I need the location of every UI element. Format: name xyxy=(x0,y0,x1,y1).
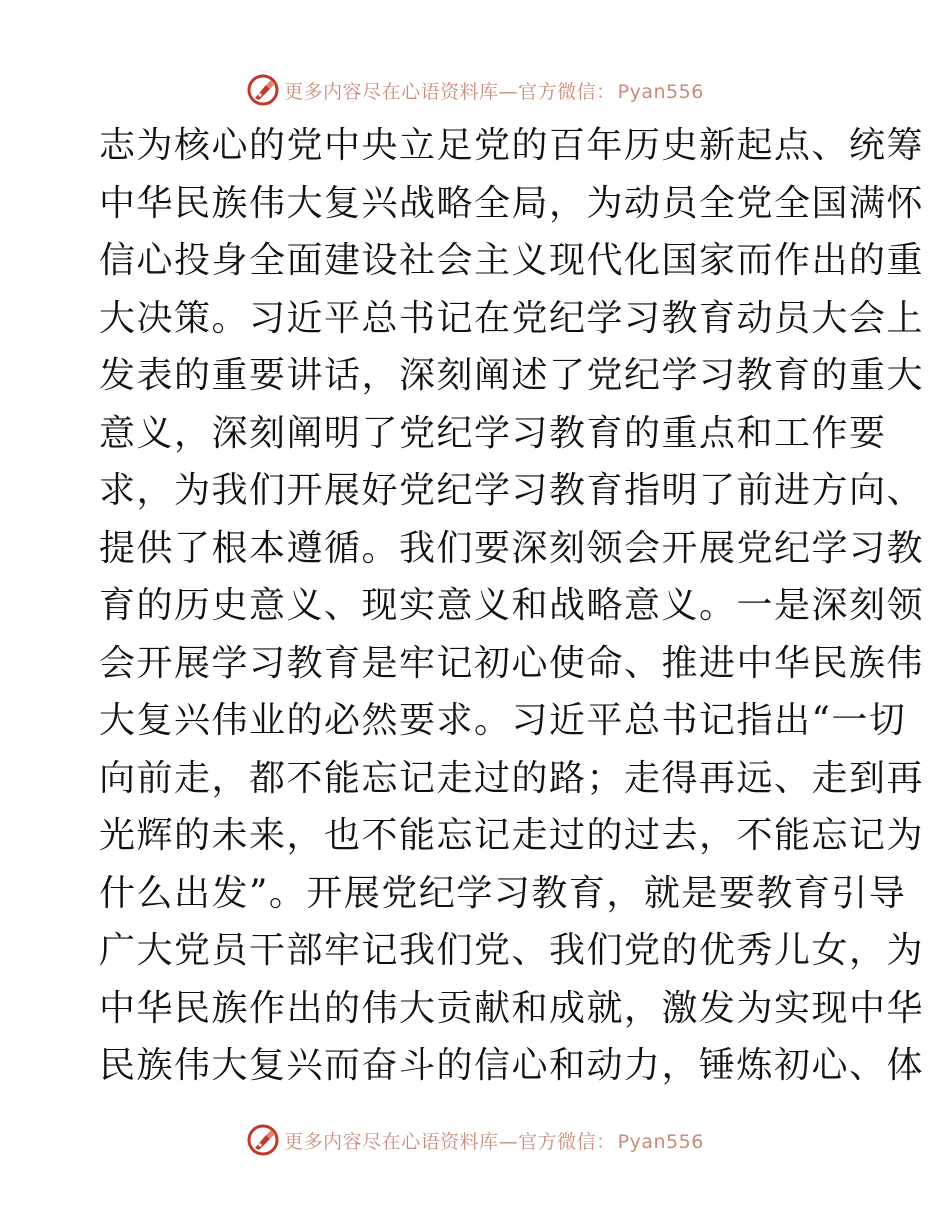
footer-banner-text: 更多内容尽在心语资料库—官方微信： Pyan556 xyxy=(284,1130,704,1153)
text-line: 意义，深刻阐明了党纪学习教育的重点和工作要 xyxy=(99,412,887,454)
pen-nib-logo-icon xyxy=(246,1123,280,1157)
text-line: 求，为我们开展好党纪学习教育指明了前进方向、 xyxy=(99,470,925,511)
text-line: 什么出发”。开展党纪学习教育，就是要教育引导 xyxy=(99,872,907,914)
pen-nib-logo-icon xyxy=(246,73,280,107)
text-line: 发表的重要讲话，深刻阐述了党纪学习教育的重大 xyxy=(99,355,925,396)
footer-banner xyxy=(0,1120,950,1160)
wechat-id: Pyan556 xyxy=(617,1130,704,1153)
wechat-id: Pyan556 xyxy=(617,80,704,103)
text-line: 向前走，都不能忘记走过的路；走得再远、走到再 xyxy=(99,757,925,799)
header-banner xyxy=(0,70,950,110)
text-line: 大复兴伟业的必然要求。习近平总书记指出“一切 xyxy=(99,700,907,741)
text-line: 信心投身全面建设社会主义现代化国家而作出的重 xyxy=(99,240,925,281)
document-body xyxy=(99,117,925,1095)
text-line: 中华民族伟大复兴战略全局，为动员全党全国满怀 xyxy=(99,182,925,224)
text-line: 志为核心的党中央立足党的百年历史新起点、统筹 xyxy=(99,125,925,166)
text-line: 中华民族作出的伟大贡献和成就，激发为实现中华 xyxy=(99,987,925,1029)
header-banner-text: 更多内容尽在心语资料库—官方微信： Pyan556 xyxy=(284,80,704,103)
text-line: 大决策。习近平总书记在党纪学习教育动员大会上 xyxy=(99,297,925,339)
text-line: 提供了根本遵循。我们要深刻领会开展党纪学习教 xyxy=(99,527,925,569)
text-line: 会开展学习教育是牢记初心使命、推进中华民族伟 xyxy=(99,642,925,684)
text-line: 广大党员干部牢记我们党、我们党的优秀儿女，为 xyxy=(99,930,925,971)
text-line: 民族伟大复兴而奋斗的信心和动力，锤炼初心、体 xyxy=(99,1045,925,1086)
text-line: 光辉的未来，也不能忘记走过的过去，不能忘记为 xyxy=(99,815,925,856)
text-line: 育的历史意义、现实意义和战略意义。一是深刻领 xyxy=(99,585,925,626)
